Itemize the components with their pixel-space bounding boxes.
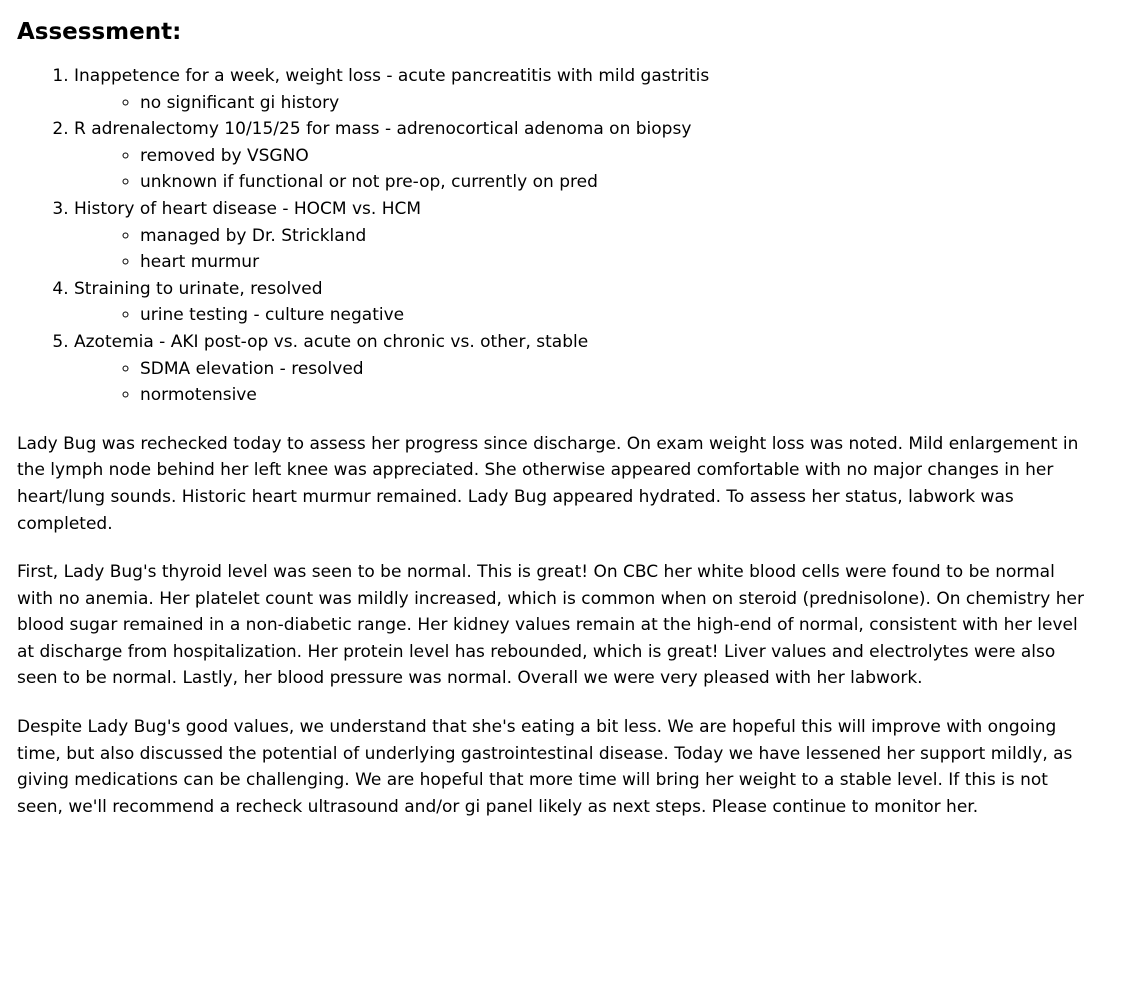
assessment-list: [17, 63, 1095, 409]
assessment-item-text: Inappetence for a week, weight loss - acute pancreatitis with mild gastritis: [74, 66, 710, 86]
assessment-item-3: [74, 196, 1095, 276]
assessment-subitem: ◦ normotensive: [140, 382, 1095, 409]
assessment-item-text: History of heart disease - HOCM vs. HCM: [74, 198, 422, 219]
assessment-item-text: Straining to urinate, resolved: [74, 278, 323, 299]
assessment-item-2-sublist: [74, 143, 1095, 196]
plan-recommendations-paragraph: Despite Lady Bug's good values, we understand that she's eating a bit less. We are hopeful this will improve with ongoing time, but also discussed the potential of underlying gastrointestinal disease. Today we have lessened her support mildly, as giving medications can be challenging. We are hopeful that more time will bring her weight to a stable level. If this is not seen, we'll recommend a recheck ultrasound and/or gi panel likely as next steps. Please continue to monitor her.: [17, 717, 1073, 817]
labwork-results-paragraph: First, Lady Bug's thyroid level was seen to be normal. This is great! On CBC her white blood cells were found to be normal with no anemia. Her platelet count was mildly increased, which is common when on steroid (prednisolone). On chemistry her blood sugar remained in a non-diabetic range. Her kidney values remain at the high-end of normal, consistent with her level at discharge from hospitalization. Her protein level has rebounded, which is great! Liver values and electrolytes were also seen to be normal. Lastly, her blood pressure was normal. Overall we were very pleased with her labwork.: [17, 562, 1084, 689]
assessment-item-5-sublist: [74, 356, 1095, 409]
assessment-item-1: [74, 63, 1095, 116]
assessment-item-3-sublist: [74, 223, 1095, 276]
assessment-subitem: ◦ urine testing - culture negative: [140, 302, 1095, 329]
assessment-subitem: ◦ no significant gi history: [140, 90, 1095, 117]
assessment-item-1-sublist: [74, 90, 1095, 117]
assessment-item-2: [74, 116, 1095, 196]
assessment-item-text: R adrenalectomy 10/15/25 for mass - adrenocortical adenoma on biopsy: [74, 119, 692, 140]
assessment-item-4-sublist: [74, 302, 1095, 329]
assessment-item-4: [74, 276, 1095, 329]
recheck-summary-paragraph: Lady Bug was rechecked today to assess her progress since discharge. On exam weight loss was noted. Mild enlargement in the lymph node behind her left knee was appreciated. She otherwise appeared comfortable with no major changes in her heart/lung sounds. Historic heart murmur remained. Lady Bug appeared hydrated. To assess her status, labwork was completed.: [17, 433, 1079, 534]
assessment-subitem: ◦ managed by Dr. Strickland: [140, 223, 1095, 250]
assessment-item-5: [74, 329, 1095, 409]
assessment-subitem: ◦ heart murmur: [140, 249, 1095, 276]
assessment-item-text: Azotemia - AKI post-op vs. acute on chronic vs. other, stable: [74, 331, 589, 352]
assessment-heading: Assessment:: [17, 19, 182, 45]
assessment-subitem: ◦ SDMA elevation - resolved: [140, 356, 1095, 383]
assessment-subitem: ◦ unknown if functional or not pre-op, currently on pred: [140, 169, 1095, 196]
assessment-subitem: ◦ removed by VSGNO: [140, 143, 1095, 170]
